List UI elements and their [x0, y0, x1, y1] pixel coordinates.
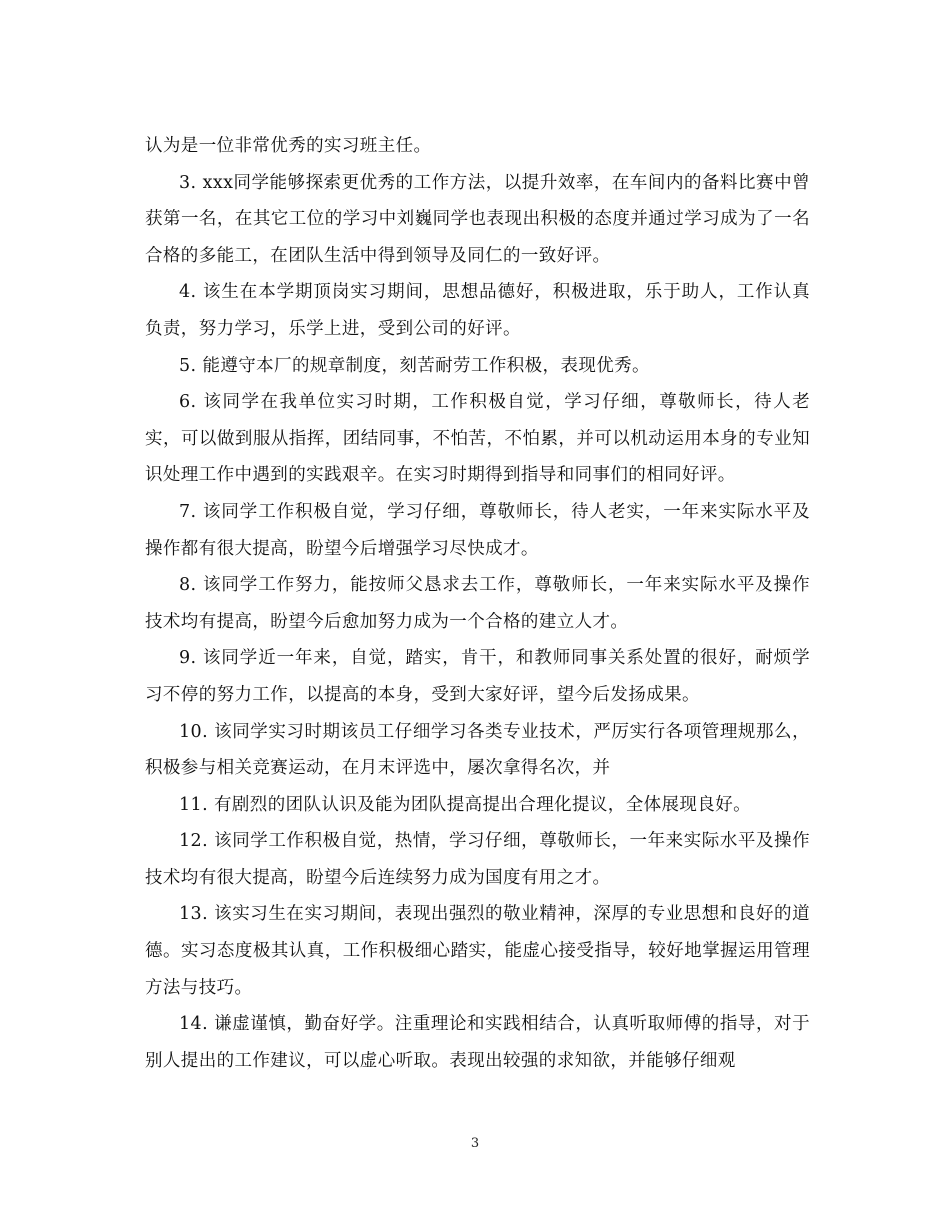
- paragraph-item-12: 12. 该同学工作积极自觉，热情，学习仔细，尊敬师长，一年来实际水平及操作技术均有很大提高，盼望今后连续努力成为国度有用之才。: [145, 831, 810, 888]
- paragraph-continuation: 认为是一位非常优秀的实习班主任。: [145, 136, 432, 156]
- paragraph-item-3: 3. xxx同学能够探索更优秀的工作方法，以提升效率，在车间内的备料比赛中曾获第一名，在其它工位的学习中刘巍同学也表现出积极的态度并通过学习成为了一名合格的多能工，在团队生活中得到领导及同仁的一致好评。: [145, 172, 810, 266]
- paragraph-item-8: 8. 该同学工作努力，能按师父恳求去工作，尊敬师长，一年来实际水平及操作技术均有提高，盼望今后愈加努力成为一个合格的建立人才。: [145, 575, 810, 632]
- paragraph-item-9: 9. 该同学近一年来，自觉，踏实，肯干，和教师同事关系处置的很好，耐烦学习不停的努力工作，以提高的本身，受到大家好评，望今后发扬成果。: [145, 648, 810, 705]
- paragraph-item-13: 13. 该实习生在实习期间，表现出强烈的敬业精神，深厚的专业思想和良好的道德。实习态度极其认真，工作积极细心踏实，能虚心接受指导，较好地掌握运用管理方法与技巧。: [145, 904, 810, 998]
- page-number: 3: [470, 1136, 480, 1151]
- paragraph-item-10: 10. 该同学实习时期该员工仔细学习各类专业技术，严厉实行各项管理规那么，积极参与相关竞赛运动，在月末评选中，屡次拿得名次，并: [145, 721, 810, 779]
- paragraph-item-7: 7. 该同学工作积极自觉，学习仔细，尊敬师长，待人老实，一年来实际水平及操作都有很大提高，盼望今后增强学习尽快成才。: [145, 501, 810, 559]
- paragraph-item-5: 5. 能遵守本厂的规章制度，刻苦耐劳工作积极，表现优秀。: [179, 355, 650, 376]
- paragraph-item-11: 11. 有剧烈的团队认识及能为团队提高提出合理化提议，全体展现良好。: [179, 794, 751, 815]
- paragraph-item-6: 6. 该同学在我单位实习时期，工作积极自觉，学习仔细，尊敬师长，待人老实，可以做到服从指挥，团结同事，不怕苦，不怕累，并可以机动运用本身的专业知识处理工作中遇到的实践艰辛。在实习时期得到指导和同事们的相同好评。: [145, 392, 810, 486]
- document-body: [145, 128, 810, 1079]
- paragraph-item-14: 14. 谦虚谨慎，勤奋好学。注重理论和实践相结合，认真听取师傅的指导，对于别人提出的工作建议，可以虚心听取。表现出较强的求知欲，并能够仔细观: [145, 1014, 810, 1071]
- paragraph-item-4: 4. 该生在本学期顶岗实习期间，思想品德好，积极进取，乐于助人，工作认真负责，努力学习，乐学上进，受到公司的好评。: [145, 282, 810, 339]
